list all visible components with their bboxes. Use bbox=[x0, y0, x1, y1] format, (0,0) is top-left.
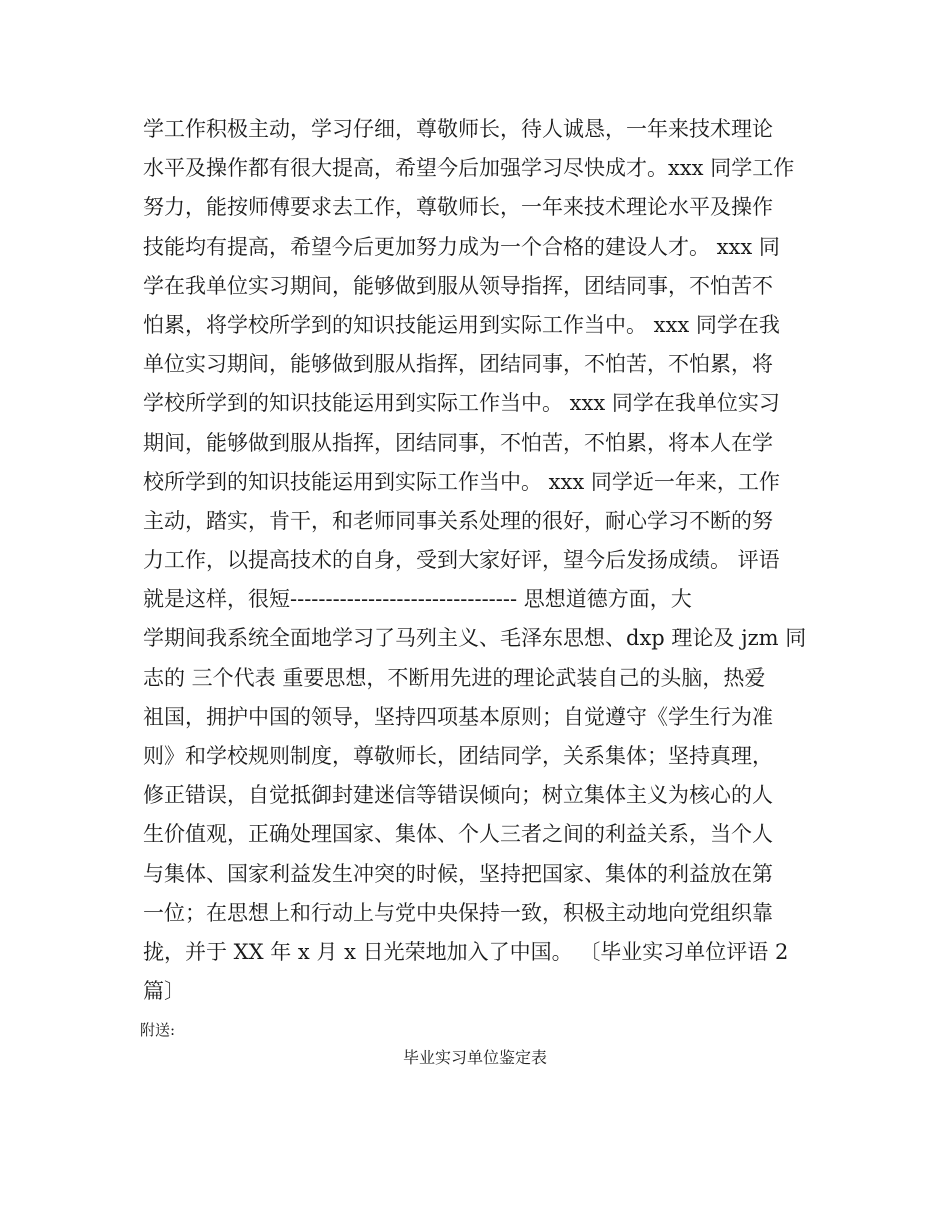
text-line: 技能均有提高，希望今后更加努力成为一个合格的建设人才。 xxx 同 bbox=[143, 234, 780, 259]
text-line: 修正错误，自觉抵御封建迷信等错误倾向；树立集体主义为核心的人 bbox=[143, 783, 773, 808]
text-line: 则》和学校规则制度，尊敬师长，团结同学，关系集体；坚持真理， bbox=[143, 744, 773, 768]
text-line: 志的 三个代表 重要思想，不断用先进的理论武装自己的头脑，热爱 bbox=[143, 665, 766, 690]
text-line: 学工作积极主动，学习仔细，尊敬师长，待人诚恳，一年来技术理论 bbox=[143, 117, 773, 141]
text-line: 拢，并于 XX 年 x 月 x 日光荣地加入了中国。 〔毕业实习单位评语 2 bbox=[143, 939, 789, 964]
text-line: 生价值观，正确处理国家、集体、个人三者之间的利益关系，当个人 bbox=[143, 822, 773, 847]
appendix-title: 毕业实习单位鉴定表 bbox=[402, 1048, 547, 1067]
text-line: 期间，能够做到服从指挥，团结同事，不怕苦，不怕累，将本人在学 bbox=[143, 430, 773, 455]
text-line: 祖国，拥护中国的领导，坚持四项基本原则；自觉遵守《学生行为准 bbox=[143, 704, 773, 729]
text-line: 学校所学到的知识技能运用到实际工作当中。 xxx 同学在我单位实习 bbox=[143, 391, 780, 416]
body-text bbox=[143, 110, 823, 1011]
text-line: 篇〕 bbox=[143, 979, 185, 1004]
text-line: 单位实习期间，能够做到服从指挥，团结同事，不怕苦，不怕累，将 bbox=[143, 352, 773, 377]
text-line: 与集体、国家利益发生冲突的时候，坚持把国家、集体的利益放在第 bbox=[143, 861, 773, 886]
text-line: 主动，踏实，肯干，和老师同事关系处理的很好，耐心学习不断的努 bbox=[143, 508, 773, 533]
text-line: 校所学到的知识技能运用到实际工作当中。 xxx 同学近一年来，工作 bbox=[143, 469, 780, 494]
text-line: 学期间我系统全面地学习了马列主义、毛泽东思想、dxp 理论及 jzm 同 bbox=[143, 626, 807, 651]
text-line: 一位；在思想上和行动上与党中央保持一致，积极主动地向党组织靠 bbox=[143, 900, 773, 925]
text-line: 学在我单位实习期间，能够做到服从领导指挥，团结同事，不怕苦不 bbox=[143, 273, 773, 298]
text-line: 怕累，将学校所学到的知识技能运用到实际工作当中。 xxx 同学在我 bbox=[143, 312, 780, 337]
text-line: 水平及操作都有很大提高，希望今后加强学习尽快成才。xxx 同学工作 bbox=[143, 156, 795, 181]
text-line: 就是这样，很短-------------------------------- 思想道德方面，大 bbox=[143, 587, 692, 612]
appendix-label: 附送: bbox=[140, 1021, 176, 1039]
text-line: 力工作，以提高技术的自身，受到大家好评，望今后发扬成绩。 评语 bbox=[143, 548, 780, 573]
text-line: 努力，能按师傅要求去工作，尊敬师长，一年来技术理论水平及操作 bbox=[143, 195, 773, 220]
